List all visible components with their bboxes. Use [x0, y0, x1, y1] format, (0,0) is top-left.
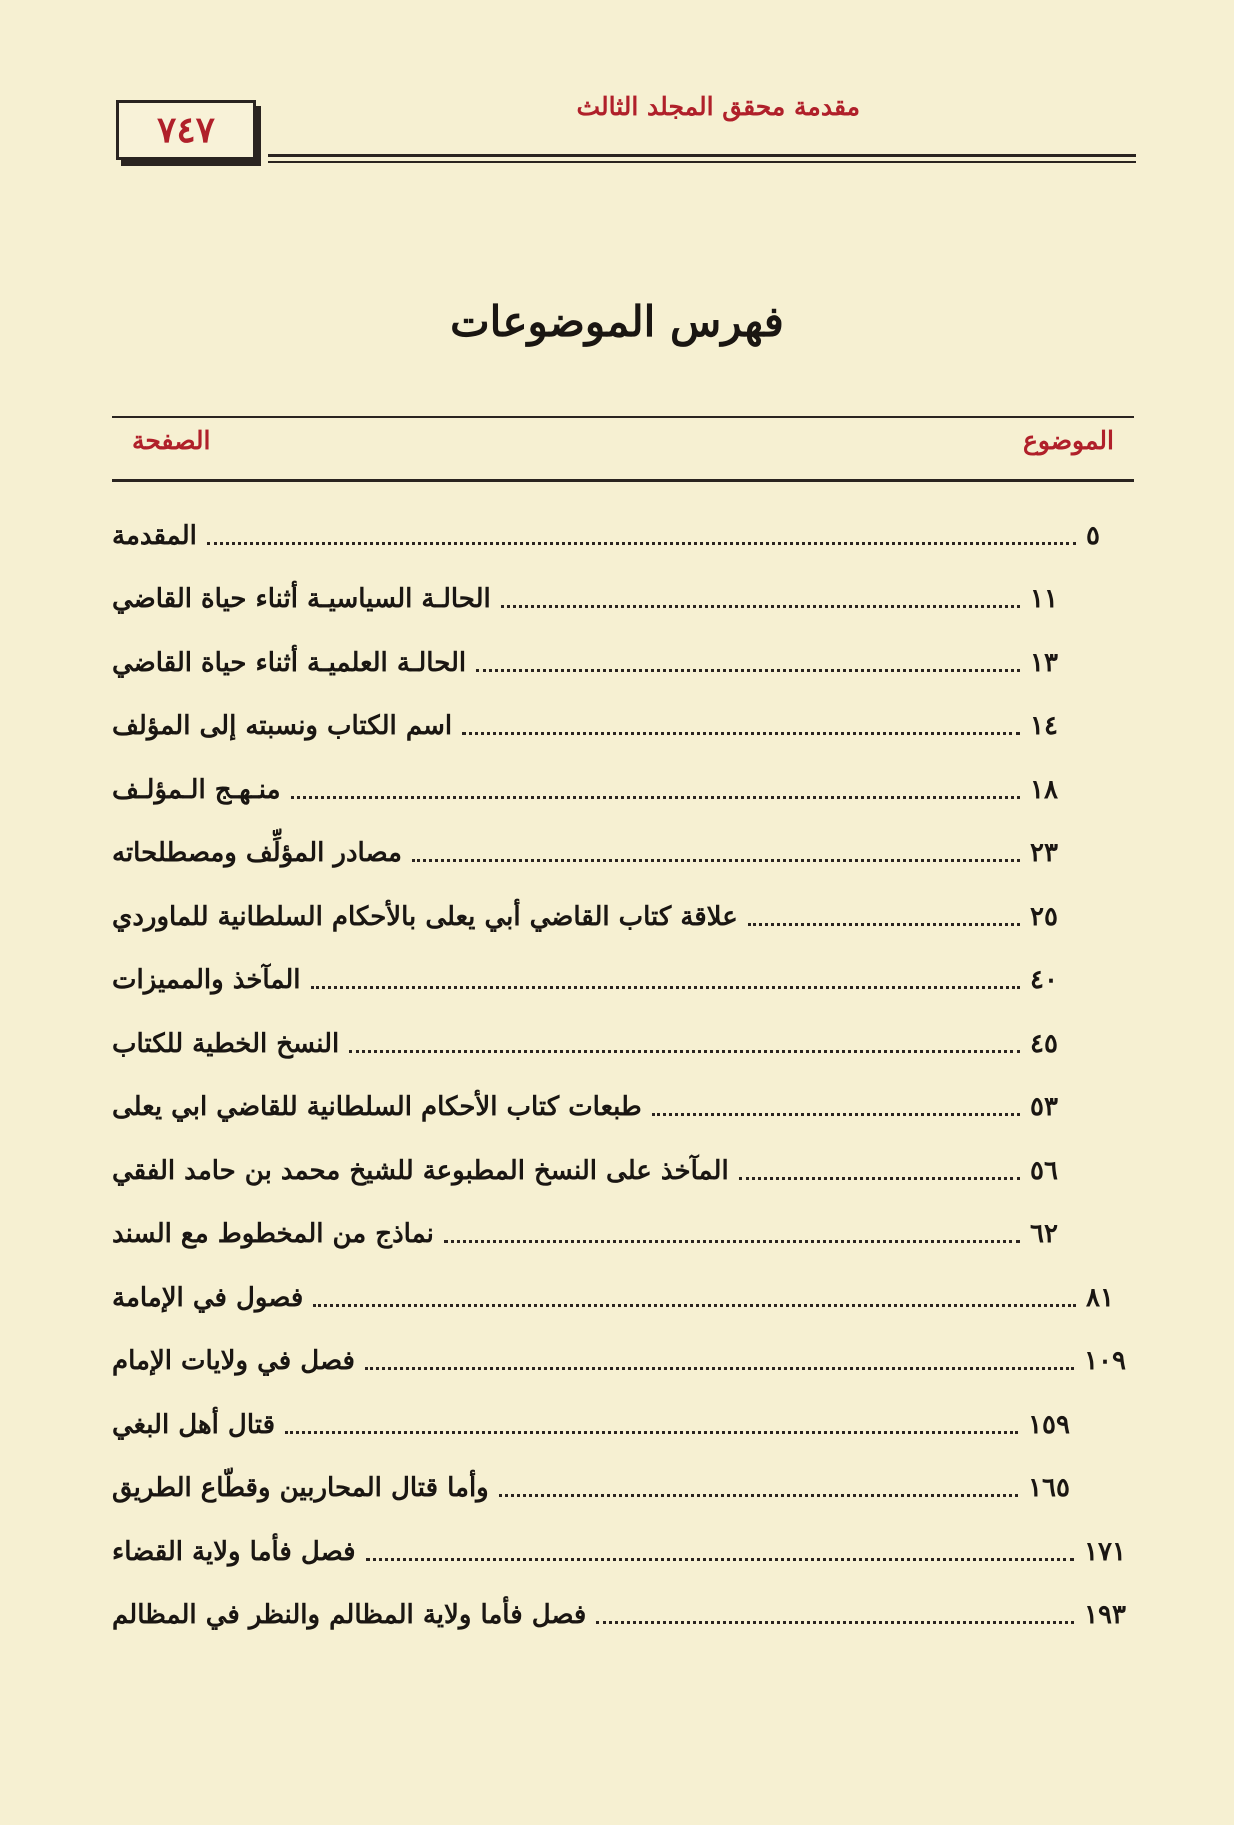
toc-entry-title: مصادر المؤلِّف ومصطلحاته — [112, 838, 402, 868]
toc-entry-page: ١١ — [1030, 584, 1058, 614]
toc-entry-page: ٤٥ — [1030, 1029, 1058, 1059]
toc-entry-page: ١٧١ — [1084, 1537, 1126, 1567]
running-title: مقدمة محقق المجلد الثالث — [576, 92, 860, 121]
toc-entry — [112, 1145, 1126, 1197]
toc-entry — [112, 827, 1126, 879]
toc-entry-page: ١٩٣ — [1084, 1600, 1126, 1630]
toc-entry-title: علاقة كتاب القاضي أبي يعلى بالأحكام السلطانية للماوردي — [112, 902, 738, 932]
toc-entry — [112, 573, 1126, 625]
toc-entry — [112, 1399, 1126, 1451]
toc-entry-title: نماذج من المخطوط مع السند — [112, 1219, 434, 1249]
dot-leader — [462, 732, 1020, 735]
dot-leader — [349, 1050, 1020, 1053]
toc-entry — [112, 1081, 1126, 1133]
toc-entry-title: منـهـج الـمؤلـف — [112, 775, 281, 805]
toc-entry-page: ٥٦ — [1030, 1156, 1058, 1186]
dot-leader — [313, 1304, 1076, 1307]
dot-leader — [499, 1494, 1018, 1497]
toc-entry — [112, 1335, 1126, 1387]
toc-entry-page: ١٥٩ — [1028, 1410, 1070, 1440]
toc-entry-page: ٦٢ — [1030, 1219, 1058, 1249]
toc-entry-page: ٢٣ — [1030, 838, 1058, 868]
toc-entry — [112, 1208, 1126, 1260]
dot-leader — [444, 1240, 1020, 1243]
toc-entry-page: ١٦٥ — [1028, 1473, 1070, 1503]
dot-leader — [652, 1113, 1020, 1116]
dot-leader — [501, 605, 1020, 608]
toc-entry-title: قتال أهل البغي — [112, 1410, 276, 1440]
toc-entry — [112, 1272, 1126, 1324]
toc-entry — [112, 700, 1126, 752]
toc-entry-title: فصل فأما ولاية القضاء — [112, 1537, 356, 1567]
toc-entry — [112, 891, 1126, 943]
toc-entry — [112, 954, 1126, 1006]
dot-leader — [739, 1177, 1020, 1180]
toc-entry-title: الحالـة السياسيـة أثناء حياة القاضي — [112, 584, 491, 614]
toc-entry-page: ٥ — [1086, 521, 1100, 551]
toc-entry-page: ١٨ — [1030, 775, 1058, 805]
dot-leader — [412, 859, 1020, 862]
dot-leader — [207, 542, 1076, 545]
toc-entry — [112, 1589, 1126, 1641]
toc-entry — [112, 1018, 1126, 1070]
toc-entry-page: ٤٠ — [1030, 965, 1058, 995]
toc-entry-title: المآخذ على النسخ المطبوعة للشيخ محمد بن حامد الفقي — [112, 1156, 729, 1186]
toc-entry — [112, 510, 1126, 562]
toc-entry-page: ١٤ — [1030, 711, 1058, 741]
dot-leader — [366, 1558, 1075, 1561]
toc-entry-title: اسم الكتاب ونسبته إلى المؤلف — [112, 711, 453, 741]
dot-leader — [476, 669, 1020, 672]
toc-entry-page: ١٣ — [1030, 648, 1058, 678]
toc-entry — [112, 637, 1126, 689]
toc-entry-title: المآخذ والمميزات — [112, 965, 301, 995]
toc-entry-title: فصول في الإمامة — [112, 1283, 304, 1313]
toc-entry — [112, 1462, 1126, 1514]
dot-leader — [596, 1621, 1074, 1624]
toc-title: فهرس الموضوعات — [450, 297, 784, 346]
dot-leader — [285, 1431, 1018, 1434]
toc-entry-title: وأما قتال المحاربين وقطّاع الطريق — [112, 1473, 489, 1503]
toc-entry-title: طبعات كتاب الأحكام السلطانية للقاضي ابي يعلى — [112, 1092, 642, 1122]
toc-entry — [112, 1526, 1126, 1578]
dot-leader — [311, 986, 1020, 989]
dot-leader — [365, 1367, 1074, 1370]
column-header-page: الصفحة — [132, 426, 211, 455]
toc-entry-title: النسخ الخطية للكتاب — [112, 1029, 340, 1059]
toc-entry-title: فصل في ولايات الإمام — [112, 1346, 355, 1376]
column-header-topic: الموضوع — [1023, 426, 1114, 455]
toc-entry-page: ١٠٩ — [1084, 1346, 1126, 1376]
dot-leader — [748, 923, 1020, 926]
toc-entry-title: فصل فأما ولاية المظالم والنظر في المظالم — [112, 1600, 587, 1630]
page-number: ٧٤٧ — [157, 109, 216, 151]
toc-entry-page: ٥٣ — [1030, 1092, 1058, 1122]
toc-entry-page: ٨١ — [1086, 1283, 1114, 1313]
toc-entry-title: الحالـة العلميـة أثناء حياة القاضي — [112, 648, 467, 678]
dot-leader — [291, 796, 1020, 799]
toc-entry-title: المقدمة — [112, 521, 197, 551]
toc-entry — [112, 764, 1126, 816]
toc-entry-page: ٢٥ — [1030, 902, 1058, 932]
